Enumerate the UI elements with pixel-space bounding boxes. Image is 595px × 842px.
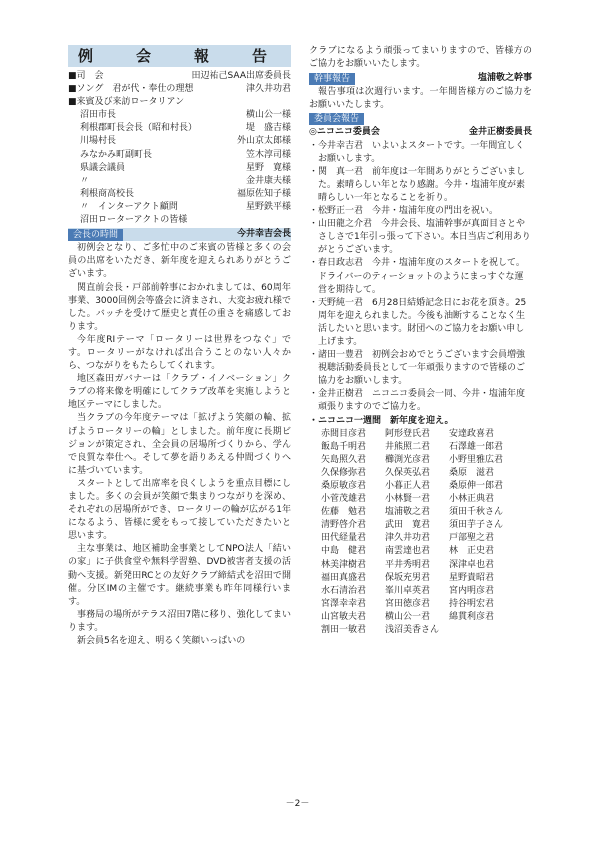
guest-row xyxy=(68,201,291,214)
member-name: 林 正史君 xyxy=(449,546,495,557)
intro-line xyxy=(68,83,291,96)
nico-entry: ・関 真一君 前年度は一年間ありがとうございました。素晴らしい年となり感謝。今井・塩浦年度が素晴らしい一年となることを祈り。 xyxy=(309,166,526,203)
guest-title: 利根商高校長 xyxy=(80,188,135,199)
member-name: 南雲達也君 xyxy=(385,546,431,557)
guest-title: 利根郡町長会長（昭和村長） xyxy=(80,123,198,134)
intro-label: ■司 会 xyxy=(68,71,104,81)
guest-row xyxy=(68,135,291,148)
guest-name: 福原佐知子様 xyxy=(236,188,291,199)
member-name: 久保英弘君 xyxy=(385,467,431,478)
member-name: 小暮正人君 xyxy=(385,481,431,491)
guest-row xyxy=(68,188,291,201)
guest-name: 星野鉄平様 xyxy=(245,201,291,212)
name-grid xyxy=(309,428,532,638)
paragraph: 地区森田ガバナーは「クラブ・イノベーション」クラブの将来像を明確にしてクラブ改革を実施しようと地区テーマにしました。 xyxy=(68,374,291,411)
paragraph: 事務局の場所がテラス沼田7階に移り、強化してまいります。 xyxy=(68,609,291,633)
member-name: 宮田徳彦君 xyxy=(385,598,431,609)
nico-title: ◎ニコニコ委員会 xyxy=(309,127,380,138)
guest-row xyxy=(68,162,291,175)
kanji-label: 幹事報告 xyxy=(309,73,355,85)
nico-entries xyxy=(309,140,532,415)
member-name: 赤間目彦君 xyxy=(321,428,367,439)
page-title: 例 会 報 告 xyxy=(68,45,291,67)
guest-name: 星野 寛様 xyxy=(245,162,291,173)
member-name: 櫛渕光彦君 xyxy=(385,454,431,465)
intro-lines xyxy=(68,70,291,109)
guest-name: 金井康夫様 xyxy=(245,175,291,186)
member-name: 井熊照二君 xyxy=(385,441,431,452)
intro-line xyxy=(68,70,291,83)
guest-row xyxy=(68,149,291,162)
president-message xyxy=(68,242,291,648)
member-name: 山宮敏夫君 xyxy=(321,611,367,622)
member-name: 桑原敏彦君 xyxy=(321,481,367,491)
member-name: 矢島照久君 xyxy=(321,454,367,465)
member-name: 持谷明宏君 xyxy=(449,598,495,609)
nico-entry: ・松野正一君 今井・塩浦年度の門出を祝い。 xyxy=(309,206,499,217)
guest-title: 〃 xyxy=(80,175,90,186)
nico-person: 金井正樹委員長 xyxy=(468,127,532,138)
nico-entry: ・今井幸吉君 いよいよスタートです。一年間宜しくお願いします。 xyxy=(309,140,525,164)
member-name: 桑原伸一郎君 xyxy=(449,481,504,491)
guest-title: みなかみ町副町長 xyxy=(80,149,153,160)
member-name: 小林正典君 xyxy=(449,494,495,505)
member-name: 飯島千明君 xyxy=(321,441,367,452)
guest-title: 沼田市長 xyxy=(80,110,117,121)
intro-line xyxy=(68,96,291,109)
member-name: 保坂充男君 xyxy=(385,572,431,583)
intro-label: ■ソング 君が代・奉仕の理想 xyxy=(68,84,194,95)
guest-title: 〃 インターアクト顧問 xyxy=(80,201,178,212)
nico-entry: ・金井正樹君 ニコニコ委員会一同、今井・塩浦年度頑張りますのでご協力を。 xyxy=(309,389,526,413)
guest-title: 川場村長 xyxy=(80,136,117,147)
member-name: 星野貴昭君 xyxy=(449,572,495,583)
guest-name: 堤 盛吉様 xyxy=(245,123,291,134)
paragraph: 関直前会長・戸部前幹事におかれましては、60周年事業、3000回例会等盛会に済まされ、大変お疲れ様でした。バッチを受けて歴史と責任の重さを痛感しております。 xyxy=(68,282,291,332)
paragraph: 新会員5名を迎え、明るく笑顔いっぱいの xyxy=(77,636,246,647)
kanji-person: 塩浦敬之幹事 xyxy=(477,73,532,84)
committee-section-header xyxy=(309,113,532,125)
president-section-header xyxy=(68,228,291,241)
paragraph: 当クラブの今年度テーマは「拡げよう笑顔の輪、拡げようロータリーの輪」としました。前年度に長期ビジョンが策定され、全会員の居場所づくりから、学んで良質な奉仕へ。そして夢を語りあえる仲間づくりへに基づいています。 xyxy=(68,413,291,476)
member-name: 浅沼美香さん xyxy=(385,625,440,636)
guest-title: 沼田ローターアクトの皆様 xyxy=(80,215,188,226)
member-name: 阿形登氏君 xyxy=(385,428,431,439)
paragraph: 今年度RIテーマ「ロータリーは世界をつなぐ」です。ロータリーがなければ出合うことのない人々から、つながりをもたらしてくれます。 xyxy=(68,334,291,372)
member-name: 宮澤幸幸君 xyxy=(321,598,367,609)
guest-list xyxy=(68,109,291,227)
left-column xyxy=(68,70,291,648)
member-name: 戸部聖之君 xyxy=(449,533,495,544)
continued-text: クラブになるよう頑張ってまいりますので、皆様方のご協力をお願いいたします。 xyxy=(309,46,532,70)
member-name: 田代経量君 xyxy=(321,533,367,544)
paragraph: スタートとして出席率を良くしようを重点目標にしました。多くの会員が笑顔で集まりつながりを深め、それぞれの居場所ができ、ロータリーの輪が広がる1年になるよう、皆様に愛をもって接していただきたいと思います。 xyxy=(68,478,291,542)
week-title: ・ニコニコ一週間 新年度を迎え。 xyxy=(309,415,454,426)
member-name: 須田芋子さん xyxy=(449,520,504,531)
nico-entry: ・春日政志君 今井・塩浦年度のスタートを祝して。ドライバーのティーショットのようにまっすぐな運営を期待して。 xyxy=(309,258,525,295)
member-name: 久保修弥君 xyxy=(321,467,367,478)
member-name: 割田一敏君 xyxy=(321,625,367,636)
section-label: 会長の時間 xyxy=(68,229,123,241)
kanji-text: 報告事項は次週行います。一年間皆様方のご協力をお願いいたします。 xyxy=(309,87,532,111)
member-name: 平井秀明君 xyxy=(385,559,431,570)
member-name: 水石清治君 xyxy=(321,585,367,596)
committee-label: 委員会報告 xyxy=(309,113,364,125)
member-name: 小林賢一君 xyxy=(385,494,431,505)
member-name: 林美津樹君 xyxy=(321,559,367,570)
intro-value: 田辺祐己SAA出席委員長 xyxy=(191,71,291,81)
nico-entry: ・山田龍之介君 今井会長、塩浦幹事が真面目さとやさしさで1年引っ張って下さい。本日当店ご利用ありがとうございます。 xyxy=(309,219,531,256)
guest-name: 横山公一様 xyxy=(245,110,291,121)
member-name: 綿貫利彦君 xyxy=(449,611,495,622)
member-name: 武田 寛君 xyxy=(385,520,431,531)
member-name: 中島 健君 xyxy=(321,546,367,557)
guest-title: 県議会議員 xyxy=(80,162,126,173)
paragraph: 主な事業は、地区補助金事業としてNPO法人「結いの家」に子供食堂や無料学習塾、DVD被害者支援の活動へ支援。新発田RCとの友好クラブ締結式を沼田で開催。分区IMの主催です。継続事業も昨年同様行います。 xyxy=(68,544,291,607)
page-number: －2－ xyxy=(285,799,310,809)
nico-header xyxy=(309,126,532,139)
guest-row xyxy=(68,175,291,188)
section-bar xyxy=(68,228,291,241)
intro-label: ■来賓及び来訪ロータリアン xyxy=(68,97,185,108)
guest-name: 笠木淳司様 xyxy=(245,149,291,160)
guest-row xyxy=(68,214,291,227)
member-name: 石澤雄一郎君 xyxy=(449,441,504,452)
member-name: 桑原 滋君 xyxy=(449,467,495,478)
member-name: 須田千秋さん xyxy=(449,507,504,518)
member-name: 峯川卓英君 xyxy=(385,585,431,596)
member-name: 福田真盛君 xyxy=(321,572,367,583)
kanji-section-header xyxy=(309,72,532,85)
member-name: 津久井功君 xyxy=(385,533,431,544)
nico-entry: ・諸田一豊君 初例会おめでとうございます会員増強視聴活動委員長として一年頑張りますので皆様のご協力をお願いします。 xyxy=(309,350,526,387)
member-name: 塩浦敬之君 xyxy=(385,507,431,518)
member-name: 横山公一君 xyxy=(385,611,431,622)
member-name: 宮内明彦君 xyxy=(449,585,495,596)
intro-value: 津久井功君 xyxy=(245,84,291,95)
member-name: 小野里雅広君 xyxy=(449,454,504,465)
member-name: 佐藤 勉君 xyxy=(321,507,367,518)
paragraph: 初例会となり、ご多忙中のご来賓の皆様と多くの会員の出席をいただき、新年度を迎えられありがとうございます。 xyxy=(68,243,291,280)
member-name: 安達政喜君 xyxy=(449,428,495,439)
member-name: 深津卓也君 xyxy=(449,559,495,570)
guest-name: 外山京太郎様 xyxy=(236,136,291,147)
right-column xyxy=(309,45,532,637)
guest-row xyxy=(68,122,291,135)
guest-row xyxy=(68,109,291,122)
member-name: 清野啓介君 xyxy=(321,520,367,531)
member-name xyxy=(449,624,513,637)
section-person: 今井幸吉会長 xyxy=(236,229,291,240)
member-name: 小菅茂雄君 xyxy=(321,494,367,505)
nico-entry: ・天野純一君 6月28日結婚記念日にお花を頂き。25周年を迎えられました。今後も油断することなく生活したいと思います。財団へのご協力をお願い申し上げます。 xyxy=(309,297,527,347)
